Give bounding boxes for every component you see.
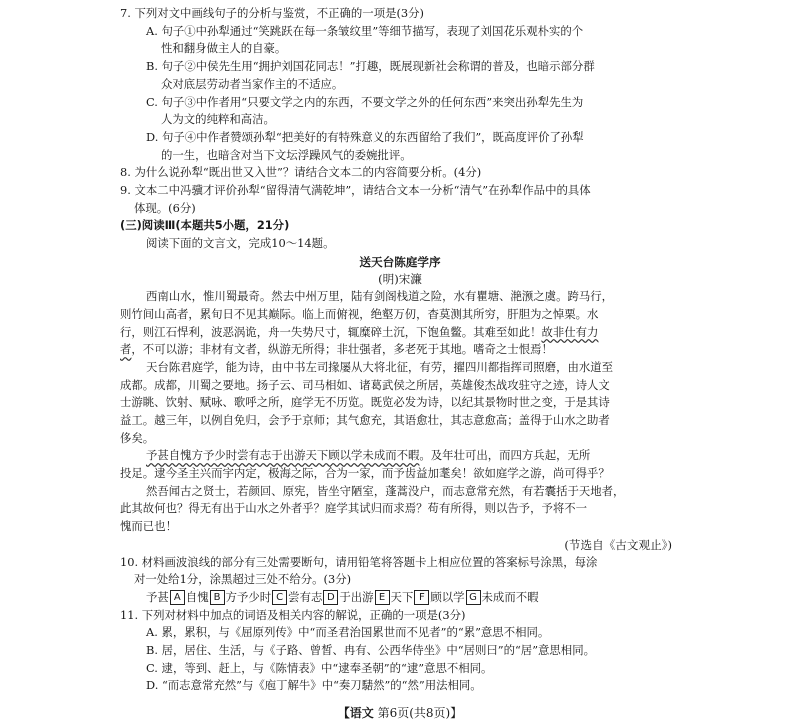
q7-option-b-cont: 众对底层劳动者当家作主的不适应。 — [161, 76, 344, 91]
q10-answer-box-b[interactable]: B — [210, 590, 225, 605]
q10-stem: 10. 材料画波浪线的部分有三处需要断句，请用铅笔将答题卡上相应位置的答案标号涂黑，每涂 — [120, 554, 598, 569]
q10-segment: 于出游 — [339, 589, 374, 604]
q10-stem-cont: 对一处给1分，涂黑超过三处不给分。(3分) — [134, 572, 352, 587]
q7-option-c: C. 句子③中作者用“只要文学之内的东西，不要文学之外的任何东西”来突出孙犁先生为 — [146, 94, 584, 109]
section-heading: (三)阅读Ⅲ(本题共5小题，21分) — [120, 218, 290, 233]
wavy-underline-c: 予甚自愧方予少时尝有志于出游天下顾以学未成而不暇 — [146, 448, 420, 463]
q10-segment: 顾以学 — [430, 589, 465, 604]
q7-option-d: D. 句子④中作者赞颂孙犁“把美好的有特殊意义的东西留给了我们”，既高度评价了孙犁 — [146, 129, 584, 144]
q7-option-d-cont: 的一生，也暗含对当下文坛浮躁风气的委婉批评。 — [161, 147, 412, 162]
passage-p1-line3-text: 行，则江石悍利，波恶涡诡，舟一失势尺寸，辄糜碎土沉，下饱鱼鳖。其难至如此！ — [120, 324, 542, 339]
q7-option-c-cont: 人为文的纯粹和高洁。 — [161, 112, 275, 127]
q10-answer-box-a[interactable]: A — [170, 590, 185, 605]
q9-stem-cont: 体现。(6分) — [134, 200, 196, 215]
passage-p3-line1 — [146, 448, 590, 462]
passage-p3-line1-text: 。及年壮可出，而四方兵起，无所 — [419, 448, 591, 463]
q11-option-c: C. 逮，等到、赶上，与《陈情表》中“逮奉圣朝”的“逮”意思不相同。 — [146, 660, 493, 675]
q10-segment: 予甚 — [146, 589, 169, 604]
q10-choice-row — [146, 590, 539, 606]
passage-p1-line4 — [120, 342, 553, 356]
section-instruction: 阅读下面的文言文，完成10～14题。 — [146, 236, 335, 250]
wavy-underline-a: 故非仕有力 — [541, 324, 599, 339]
passage-p1-line1: 西南山水，惟川蜀最奇。然去中州万里，陆有剑阁栈道之险，水有瞿塘、滟滪之虞。跨马行， — [146, 289, 614, 304]
q9-stem: 9. 文本二中冯骥才评价孙犁“留得清气满乾坤”，请结合文本一分析“清气”在孙犁作品中的具体 — [120, 182, 591, 197]
q10-answer-box-e[interactable]: E — [375, 590, 390, 605]
passage-p2-line5: 侈矣。 — [120, 430, 155, 445]
q7-option-a: A. 句子①中孙犁通过“笑跳跃在每一条皱纹里”等细节描写，表现了刘国花乐观朴实的个 — [146, 23, 584, 38]
q10-answer-box-d[interactable]: D — [323, 590, 338, 605]
page-footer — [0, 704, 800, 721]
q7-option-a-cont: 性和翻身做主人的自豪。 — [161, 41, 287, 56]
passage-p2-line1: 天台陈君庭学，能为诗，由中书左司掾屡从大将北征，有劳，擢四川都指挥司照磨，由水道至 — [146, 359, 614, 374]
footer-subject: 【语文 — [337, 706, 374, 720]
q10-answer-box-f[interactable]: F — [414, 590, 429, 605]
wavy-underline-b: 者 — [120, 342, 132, 357]
q10-segment: 未成而不暇 — [481, 589, 539, 604]
q10-segment: 尝有志 — [288, 589, 323, 604]
passage-p4-line2: 此其故何也？得无有出于山水之外者乎？庭学其试归而求焉？苟有所得，则以告予，予将不一 — [120, 501, 588, 516]
passage-p1-line2: 则竹间山高者，累旬日不见其巅际。临上而俯视，绝壑万仞，杳莫测其所穷，肝胆为之悼栗。水 — [120, 306, 599, 321]
passage-source: (节选自《古文观止》) — [564, 537, 672, 552]
q11-option-a: A. 累，累积，与《屈原列传》中“而圣君治国累世而不见者”的“累”意思不相同。 — [146, 625, 550, 640]
q10-segment: 方予少时 — [225, 589, 272, 604]
q7-stem: 7. 下列对文中画线句子的分析与鉴赏，不正确的一项是(3分) — [120, 6, 424, 20]
q7-option-b: B. 句子②中侯先生用“拥护刘国花同志！”打趣，既展现新社会称谓的普及，也暗示部分群 — [146, 59, 595, 74]
passage-p1-line4-text: ，不可以游；非材有文者，纵游无所得；非壮强者，多老死于其地。嗜奇之士恨焉！ — [131, 342, 553, 357]
q8-stem: 8. 为什么说孙犁“既出世又入世”？请结合文本二的内容简要分析。(4分) — [120, 165, 482, 180]
q10-segment: 天下 — [390, 589, 414, 604]
q11-option-b: B. 居，居住、生活，与《子路、曾皙、冉有、公西华侍坐》中“居则曰”的“居”意思相同。 — [146, 642, 595, 657]
passage-p3-line2: 投足。逮今圣主兴而宇内定，极海之际，合为一家，而予齿益加耄矣！欲如庭学之游，尚可得乎？ — [120, 466, 610, 480]
q11-stem: 11. 下列对材料中加点的词语及相关内容的解说，正确的一项是(3分) — [120, 607, 466, 622]
footer-page: 第6页(共8页)】 — [377, 706, 463, 720]
passage-author: (明)宋濂 — [378, 272, 422, 287]
passage-p4-line1: 然吾闻古之贤士，若颜回、原宪，皆坐守陋室，蓬蒿没户，而志意常充然，有若囊括于天地者， — [146, 483, 625, 498]
q11-option-d: D. “而志意常充然”与《庖丁解牛》中“奏刀騞然”的“然”用法相同。 — [146, 678, 482, 693]
passage-p2-line4: 益工。越三年，以例自免归，会予于京师；其气愈充，其语愈壮，其志意愈高；盖得于山水之助者 — [120, 412, 610, 427]
passage-p1-line3 — [120, 325, 598, 339]
passage-p2-line2: 成都。成都，川蜀之要地。扬子云、司马相如、诸葛武侯之所居，英雄俊杰战攻驻守之迹，诗人文 — [120, 377, 610, 392]
q10-answer-box-g[interactable]: G — [466, 590, 481, 605]
q10-segment: 自愧 — [185, 589, 209, 604]
passage-p2-line3: 士游眺、饮射、赋咏、歌呼之所，庭学无不历览。既览必发为诗，以纪其景物时世之变，于是其诗 — [120, 395, 610, 410]
passage-p4-line3: 愧而已也！ — [120, 519, 177, 534]
passage-title: 送天台陈庭学序 — [359, 254, 441, 269]
q10-answer-box-c[interactable]: C — [272, 590, 287, 605]
